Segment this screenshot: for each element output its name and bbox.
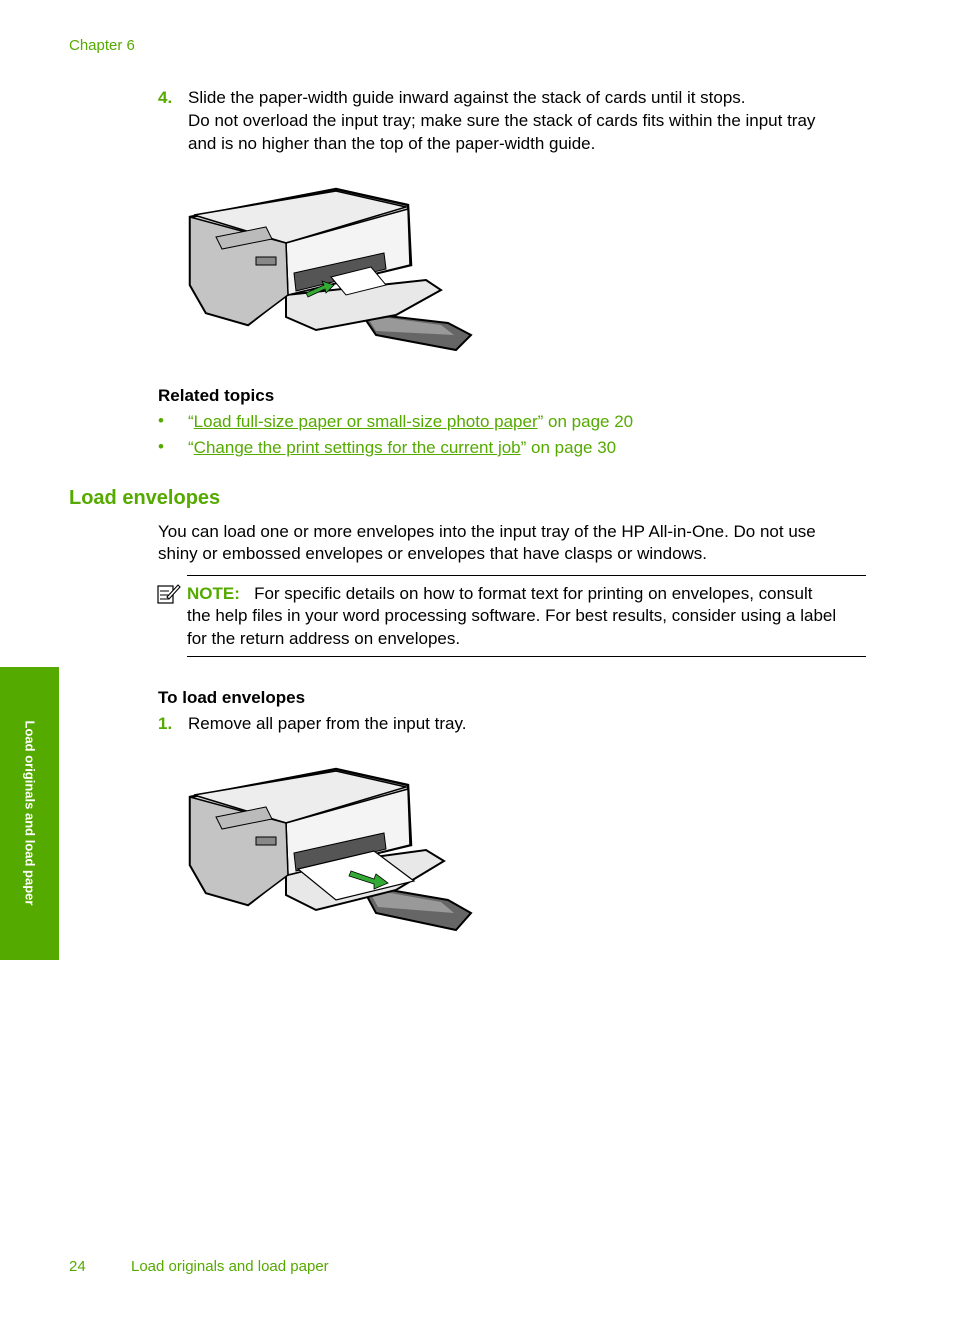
step-text: Remove all paper from the input tray.	[188, 714, 467, 733]
note-icon	[157, 583, 181, 605]
section-title: Load envelopes	[69, 487, 221, 509]
note-text: the help files in your word processing software. For best results, consider using a label	[187, 606, 837, 625]
step-number: 1.	[158, 714, 173, 733]
printer-illustration-cards	[186, 185, 476, 355]
related-topic-link[interactable]: Load full-size paper or small-size photo paper	[193, 412, 538, 431]
note-line	[187, 582, 867, 605]
related-topic-item	[188, 410, 633, 433]
related-topics-heading: Related topics	[158, 386, 275, 405]
bullet-icon: •	[158, 437, 164, 456]
note-label: NOTE:	[187, 584, 240, 603]
page-reference: ” on page 30	[520, 438, 617, 457]
printer-illustration-remove-paper	[186, 765, 476, 935]
section-intro: You can load one or more envelopes into the input tray of the HP All-in-One. Do not use	[158, 522, 816, 541]
chapter-header: Chapter 6	[69, 37, 135, 54]
open-quote: “	[188, 438, 194, 457]
step-text: and is no higher than the top of the paper-width guide.	[188, 134, 596, 153]
step-number: 4.	[158, 88, 173, 107]
page-reference: ” on page 20	[537, 412, 634, 431]
open-quote: “	[188, 412, 194, 431]
related-topic-item	[188, 436, 616, 459]
related-topic-link[interactable]: Change the print settings for the current job	[193, 438, 521, 457]
procedure-heading: To load envelopes	[158, 688, 306, 707]
bullet-icon: •	[158, 411, 164, 430]
note-text: For specific details on how to format text for printing on envelopes, consult	[254, 584, 813, 603]
side-tab	[0, 667, 59, 960]
page-number: 24	[69, 1258, 86, 1275]
step-text: Do not overload the input tray; make sure the stack of cards fits within the input tray	[188, 111, 816, 130]
step-text: Slide the paper-width guide inward against the stack of cards until it stops.	[188, 88, 746, 107]
footer-section: Load originals and load paper	[131, 1258, 329, 1275]
side-tab-label: Load originals and load paper	[22, 720, 38, 906]
note-text: for the return address on envelopes.	[187, 629, 461, 648]
section-intro: shiny or embossed envelopes or envelopes that have clasps or windows.	[158, 544, 708, 563]
